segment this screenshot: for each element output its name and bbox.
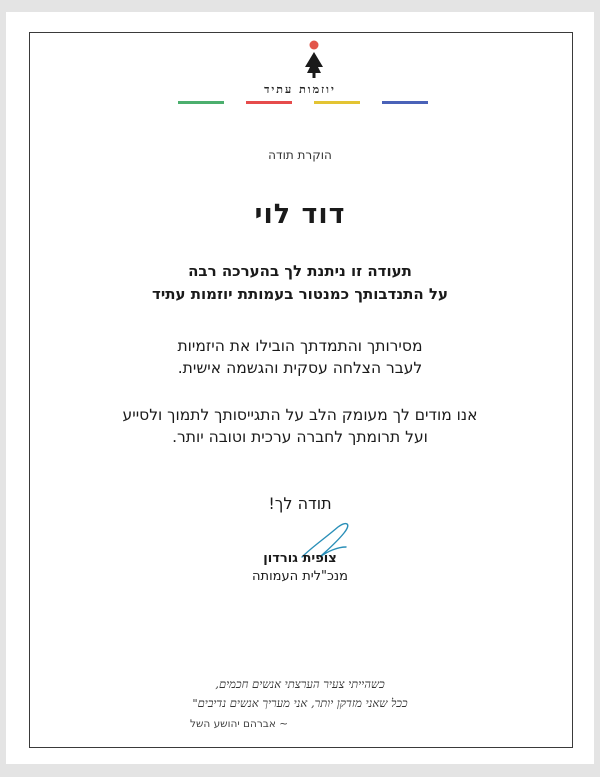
certificate-intro — [6, 260, 594, 306]
stripe-red — [246, 101, 292, 104]
stripe-yellow — [314, 101, 360, 104]
certificate-frame — [29, 32, 573, 748]
stripe-blue — [382, 101, 428, 104]
recipient-name: דוד לוי — [254, 199, 346, 230]
signer-role: מנכ"לית העמותה — [252, 569, 348, 584]
intro-line: על התנדבותך כמנטור בעמותת יוזמות עתיד — [152, 285, 448, 303]
thanks-line: תודה לך! — [268, 494, 332, 513]
paragraph-gratitude — [6, 404, 594, 448]
stripe-green — [178, 101, 224, 104]
organization-logo — [296, 37, 332, 83]
organization-name: יוזמות עתיד — [264, 83, 336, 96]
signer-name: צופית גורדון — [263, 551, 337, 566]
paragraph-line: אנו מודים לך מעומק הלב על התגייסותך לתמוך ולסייע — [122, 406, 478, 424]
quote-line: ככל שאני מזדקן יותר, אני מעריך אנשים נדיבים" — [192, 696, 408, 710]
certificate-eyebrow: הוקרת תודה — [268, 148, 332, 162]
certificate-page — [6, 12, 594, 764]
paragraph-line: ועל תרומתך לחברה ערכית וטובה יותר. — [172, 428, 428, 446]
brand-stripes — [178, 101, 428, 105]
intro-line: תעודה זו ניתנת לך בהערכה רבה — [188, 262, 412, 280]
closing-quote — [6, 675, 594, 713]
quote-line: כשהייתי צעיר הערצתי אנשים חכמים, — [215, 677, 385, 691]
quote-author: ~ אברהם יהושע השל — [190, 718, 289, 730]
paragraph-line: מסירותך והתמדתך הובילו את היזמיות — [177, 337, 423, 355]
paragraph-line: לעבר הצלחה עסקית והגשמה אישית. — [177, 359, 423, 377]
paragraph-dedication — [6, 335, 594, 379]
